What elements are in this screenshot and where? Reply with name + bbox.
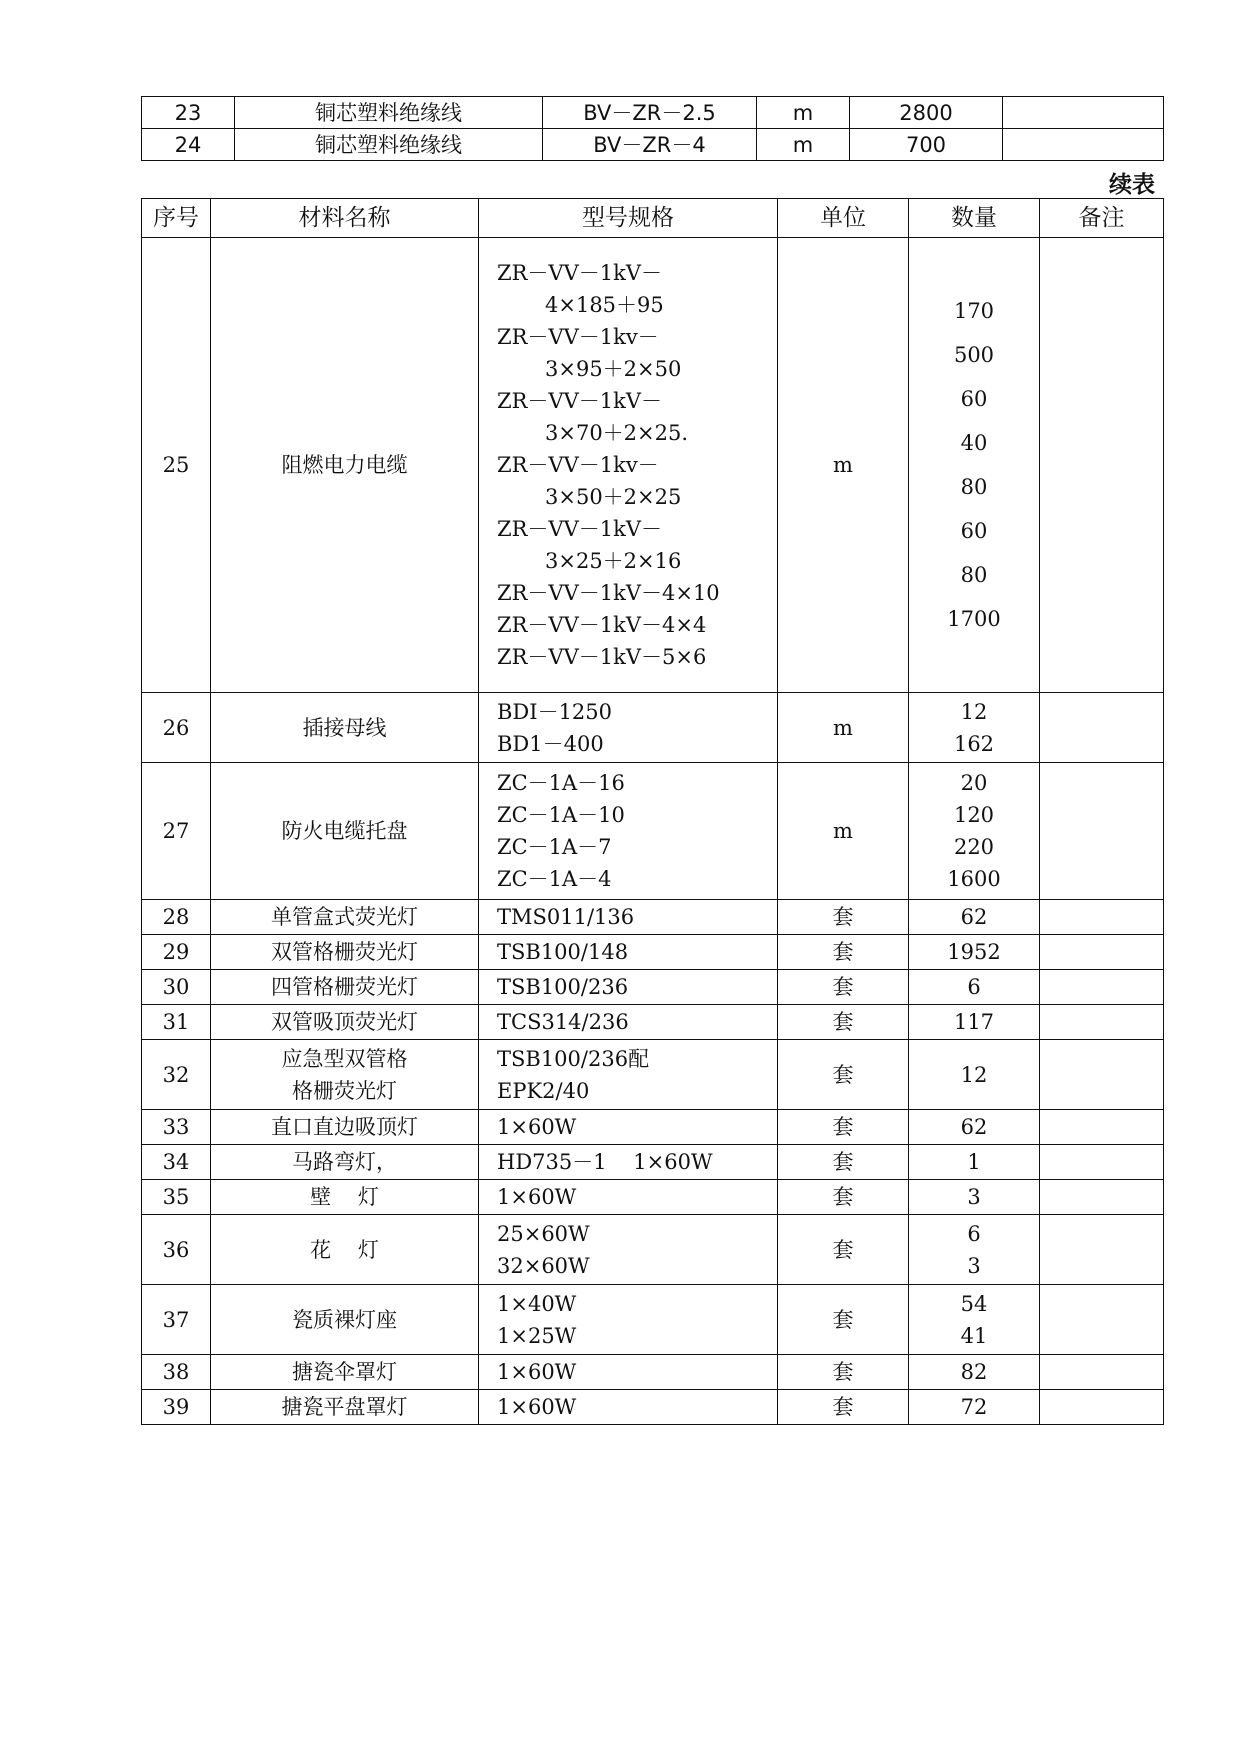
- cell-spec-line: 1×60W: [497, 1115, 577, 1139]
- header-row: [142, 199, 1164, 238]
- cell-qty: [909, 900, 1040, 935]
- cell-unit: m: [778, 763, 909, 900]
- cell-unit: 套: [778, 1390, 909, 1425]
- cell-spec-line: 3×95＋2×50: [545, 357, 682, 381]
- cell-no: 23: [142, 97, 235, 129]
- cell-qty: [909, 1005, 1040, 1040]
- cell-qty-line: 82: [960, 1360, 988, 1384]
- cell-spec-line: ZR－VV－1kv－: [497, 453, 659, 477]
- cell-no: 27: [142, 763, 211, 900]
- cell-name-line: 马路弯灯，: [292, 1150, 397, 1174]
- cell-unit: m: [757, 129, 850, 161]
- cell-spec-line: BDI－1250: [497, 699, 613, 724]
- table-row: [142, 238, 1164, 693]
- header-unit: 单位: [778, 199, 909, 238]
- cell-qty-line: 41: [960, 1323, 988, 1348]
- cell-name-line: 花 灯: [310, 1237, 379, 1262]
- cell-qty-line: 120: [953, 803, 995, 827]
- cell-name: [211, 693, 479, 763]
- cell-note: [1040, 1145, 1164, 1180]
- cell-spec-line: EPK2/40: [497, 1078, 590, 1103]
- cell-qty: [909, 1215, 1040, 1285]
- cell-qty-line: 6: [967, 1221, 981, 1246]
- cell-note: [1040, 1180, 1164, 1215]
- cell-spec: [479, 1110, 778, 1145]
- cell-note: [1040, 1215, 1164, 1285]
- table-row: [142, 900, 1164, 935]
- cell-qty-line: 170: [953, 299, 995, 323]
- cell-spec: [479, 1355, 778, 1390]
- cell-note: [1040, 238, 1164, 693]
- cell-spec: [479, 1215, 778, 1285]
- cell-name-line: 防火电缆托盘: [281, 819, 408, 843]
- cell-name: [211, 900, 479, 935]
- cell-spec-line: TSB100/148: [497, 940, 629, 964]
- cell-name-line: 直口直边吸顶灯: [271, 1115, 418, 1139]
- cell-spec-line: TSB100/236: [497, 975, 629, 999]
- cell-qty-line: 1600: [947, 867, 1001, 891]
- cell-unit: m: [757, 97, 850, 129]
- cell-spec-line: 25×60W: [497, 1221, 590, 1246]
- continued-table-label: 续表: [1109, 172, 1155, 198]
- cell-qty-line: 20: [960, 771, 988, 795]
- cell-spec-line: 1×25W: [497, 1323, 577, 1348]
- cell-note: [1040, 693, 1164, 763]
- cell-name: [211, 1040, 479, 1110]
- header-no: 序号: [142, 199, 211, 238]
- cell-spec: [479, 1040, 778, 1110]
- cell-spec-line: 3×25＋2×16: [545, 549, 682, 573]
- cell-name: [211, 1005, 479, 1040]
- cell-spec-line: ZR－VV－1kV－: [497, 389, 662, 413]
- cell-name: [211, 238, 479, 693]
- cell-unit: 套: [778, 1215, 909, 1285]
- cell-name: [211, 935, 479, 970]
- cell-spec-line: ZR－VV－1kV－: [497, 517, 662, 541]
- cell-spec-line: ZR－VV－1kV－: [497, 261, 662, 285]
- cell-name-line: 单管盒式荧光灯: [271, 905, 418, 929]
- cell-spec: [479, 1285, 778, 1355]
- table-row: [142, 970, 1164, 1005]
- cell-qty-line: 3: [967, 1253, 981, 1278]
- cell-name: [211, 1355, 479, 1390]
- cell-unit: 套: [778, 1110, 909, 1145]
- cell-spec: [479, 1180, 778, 1215]
- cell-no: 30: [142, 970, 211, 1005]
- cell-name: [211, 1145, 479, 1180]
- cell-no: 29: [142, 935, 211, 970]
- materials-table: [141, 198, 1164, 1425]
- header-spec: 型号规格: [479, 199, 778, 238]
- cell-spec-line: HD735－1 1×60W: [497, 1150, 713, 1174]
- table-row: [142, 129, 1164, 161]
- cell-spec: [479, 763, 778, 900]
- cell-qty: 2800: [850, 97, 1003, 129]
- cell-qty-line: 117: [953, 1010, 995, 1034]
- cell-spec: [479, 238, 778, 693]
- cell-no: 33: [142, 1110, 211, 1145]
- cell-qty: [909, 1145, 1040, 1180]
- cell-spec-line: 1×60W: [497, 1360, 577, 1384]
- table-row: [142, 1040, 1164, 1110]
- cell-name-line: 阻燃电力电缆: [281, 453, 408, 477]
- table-row: [142, 763, 1164, 900]
- cell-note: [1040, 1005, 1164, 1040]
- cell-note: [1040, 1355, 1164, 1390]
- table-row: [142, 1215, 1164, 1285]
- cell-name-line: 格栅荧光灯: [292, 1078, 397, 1103]
- cell-qty: [909, 1390, 1040, 1425]
- cell-note: [1040, 935, 1164, 970]
- cell-qty: [909, 970, 1040, 1005]
- cell-spec-line: TCS314/236: [497, 1010, 629, 1034]
- cell-qty-line: 72: [960, 1395, 988, 1419]
- cell-spec: [479, 1390, 778, 1425]
- cell-name-line: 瓷质裸灯座: [292, 1307, 397, 1332]
- cell-spec-line: 1×40W: [497, 1291, 577, 1316]
- cell-qty-line: 6: [967, 975, 981, 999]
- table-row: [142, 1180, 1164, 1215]
- cell-no: 31: [142, 1005, 211, 1040]
- cell-unit: 套: [778, 1040, 909, 1110]
- cell-note: [1040, 900, 1164, 935]
- cell-spec-line: ZC－1A－4: [497, 867, 612, 891]
- table-row: [142, 693, 1164, 763]
- cell-spec-line: ZC－1A－10: [497, 803, 625, 827]
- cell-unit: 套: [778, 970, 909, 1005]
- cell-spec: [479, 935, 778, 970]
- cell-spec-line: 1×60W: [497, 1185, 577, 1209]
- cell-name-line: 应急型双管格: [281, 1046, 408, 1071]
- cell-name-line: 双管吸顶荧光灯: [271, 1010, 418, 1034]
- cell-name: [211, 1390, 479, 1425]
- cell-no: 34: [142, 1145, 211, 1180]
- cell-no: 25: [142, 238, 211, 693]
- cell-unit: 套: [778, 935, 909, 970]
- cell-no: 35: [142, 1180, 211, 1215]
- cell-spec: [479, 693, 778, 763]
- table-row: [142, 1145, 1164, 1180]
- cell-spec-line: ZR－VV－1kv－: [497, 325, 659, 349]
- cell-name-line: 插接母线: [302, 715, 387, 740]
- cell-unit: 套: [778, 1285, 909, 1355]
- cell-qty-line: 60: [960, 519, 988, 543]
- cell-qty-line: 12: [960, 1062, 988, 1087]
- cell-spec: [479, 900, 778, 935]
- cell-unit: 套: [778, 1355, 909, 1390]
- cell-note: [1003, 129, 1164, 161]
- table-row: [142, 1005, 1164, 1040]
- cell-qty-line: 80: [960, 563, 988, 587]
- cell-qty: [909, 763, 1040, 900]
- cell-qty: [909, 238, 1040, 693]
- cell-qty: [909, 1110, 1040, 1145]
- cell-spec-line: TMS011/136: [497, 905, 635, 929]
- cell-name: [211, 1180, 479, 1215]
- cell-note: [1040, 1040, 1164, 1110]
- cell-note: [1040, 970, 1164, 1005]
- header-name: 材料名称: [211, 199, 479, 238]
- cell-name-line: 双管格栅荧光灯: [271, 940, 418, 964]
- cell-no: 28: [142, 900, 211, 935]
- cell-qty-line: 1700: [947, 607, 1001, 631]
- cell-spec-line: ZC－1A－16: [497, 771, 625, 795]
- cell-qty: [909, 1355, 1040, 1390]
- cell-qty-line: 220: [953, 835, 995, 859]
- cell-qty-line: 80: [960, 475, 988, 499]
- cell-note: [1040, 763, 1164, 900]
- top-continuation-table: [141, 96, 1164, 161]
- cell-unit: 套: [778, 900, 909, 935]
- cell-spec: [479, 1005, 778, 1040]
- cell-unit: 套: [778, 1145, 909, 1180]
- cell-qty-line: 54: [960, 1291, 988, 1316]
- cell-no: 26: [142, 693, 211, 763]
- cell-qty: [909, 1180, 1040, 1215]
- cell-no: 24: [142, 129, 235, 161]
- cell-no: 38: [142, 1355, 211, 1390]
- cell-note: [1040, 1285, 1164, 1355]
- cell-spec-line: 1×60W: [497, 1395, 577, 1419]
- cell-spec-line: BD1－400: [497, 731, 604, 756]
- cell-spec-line: 3×50＋2×25: [545, 485, 682, 509]
- cell-qty-line: 1952: [947, 940, 1001, 964]
- cell-unit: 套: [778, 1180, 909, 1215]
- cell-name: [211, 970, 479, 1005]
- cell-unit: 套: [778, 1005, 909, 1040]
- cell-spec: [479, 970, 778, 1005]
- cell-name-line: 搪瓷伞罩灯: [292, 1360, 397, 1384]
- cell-spec-line: 4×185＋95: [545, 293, 664, 317]
- cell-qty-line: 62: [960, 1115, 988, 1139]
- cell-note: [1040, 1110, 1164, 1145]
- cell-spec-line: ZR－VV－1kV－5×6: [497, 645, 707, 669]
- cell-name-line: 搪瓷平盘罩灯: [281, 1395, 408, 1419]
- cell-qty-line: 12: [960, 699, 988, 724]
- cell-spec-line: ZR－VV－1kV－4×4: [497, 613, 707, 637]
- cell-spec-line: ZR－VV－1kV－4×10: [497, 581, 720, 605]
- header-qty: 数量: [909, 199, 1040, 238]
- cell-spec-line: ZC－1A－7: [497, 835, 612, 859]
- cell-no: 37: [142, 1285, 211, 1355]
- cell-note: [1040, 1390, 1164, 1425]
- cell-spec: BV－ZR－4: [543, 129, 757, 161]
- cell-spec-line: 3×70＋2×25.: [545, 421, 689, 445]
- cell-qty-line: 500: [953, 343, 995, 367]
- cell-qty: [909, 935, 1040, 970]
- cell-qty-line: 1: [967, 1150, 981, 1174]
- table-row: [142, 97, 1164, 129]
- table-row: [142, 1110, 1164, 1145]
- table-row: [142, 1285, 1164, 1355]
- cell-name: [211, 1215, 479, 1285]
- cell-no: 32: [142, 1040, 211, 1110]
- cell-spec: [479, 1145, 778, 1180]
- cell-name: 铜芯塑料绝缘线: [235, 129, 543, 161]
- table-row: [142, 935, 1164, 970]
- cell-qty: [909, 693, 1040, 763]
- cell-qty-line: 40: [960, 431, 988, 455]
- table-row: [142, 1390, 1164, 1425]
- cell-name: [211, 763, 479, 900]
- cell-qty: [909, 1040, 1040, 1110]
- cell-qty-line: 62: [960, 905, 988, 929]
- cell-spec-line: 32×60W: [497, 1253, 590, 1278]
- table-row: [142, 1355, 1164, 1390]
- cell-qty-line: 3: [967, 1185, 981, 1209]
- cell-qty: 700: [850, 129, 1003, 161]
- cell-name-line: 四管格栅荧光灯: [271, 975, 418, 999]
- cell-spec: BV－ZR－2.5: [543, 97, 757, 129]
- cell-name: 铜芯塑料绝缘线: [235, 97, 543, 129]
- cell-qty: [909, 1285, 1040, 1355]
- cell-note: [1003, 97, 1164, 129]
- cell-unit: m: [778, 693, 909, 763]
- cell-name: [211, 1285, 479, 1355]
- cell-unit: m: [778, 238, 909, 693]
- cell-no: 36: [142, 1215, 211, 1285]
- cell-name-line: 壁 灯: [310, 1185, 379, 1209]
- cell-name: [211, 1110, 479, 1145]
- cell-spec-line: TSB100/236配: [497, 1046, 650, 1071]
- cell-qty-line: 162: [953, 731, 995, 756]
- cell-qty-line: 60: [960, 387, 988, 411]
- cell-no: 39: [142, 1390, 211, 1425]
- header-note: 备注: [1040, 199, 1164, 238]
